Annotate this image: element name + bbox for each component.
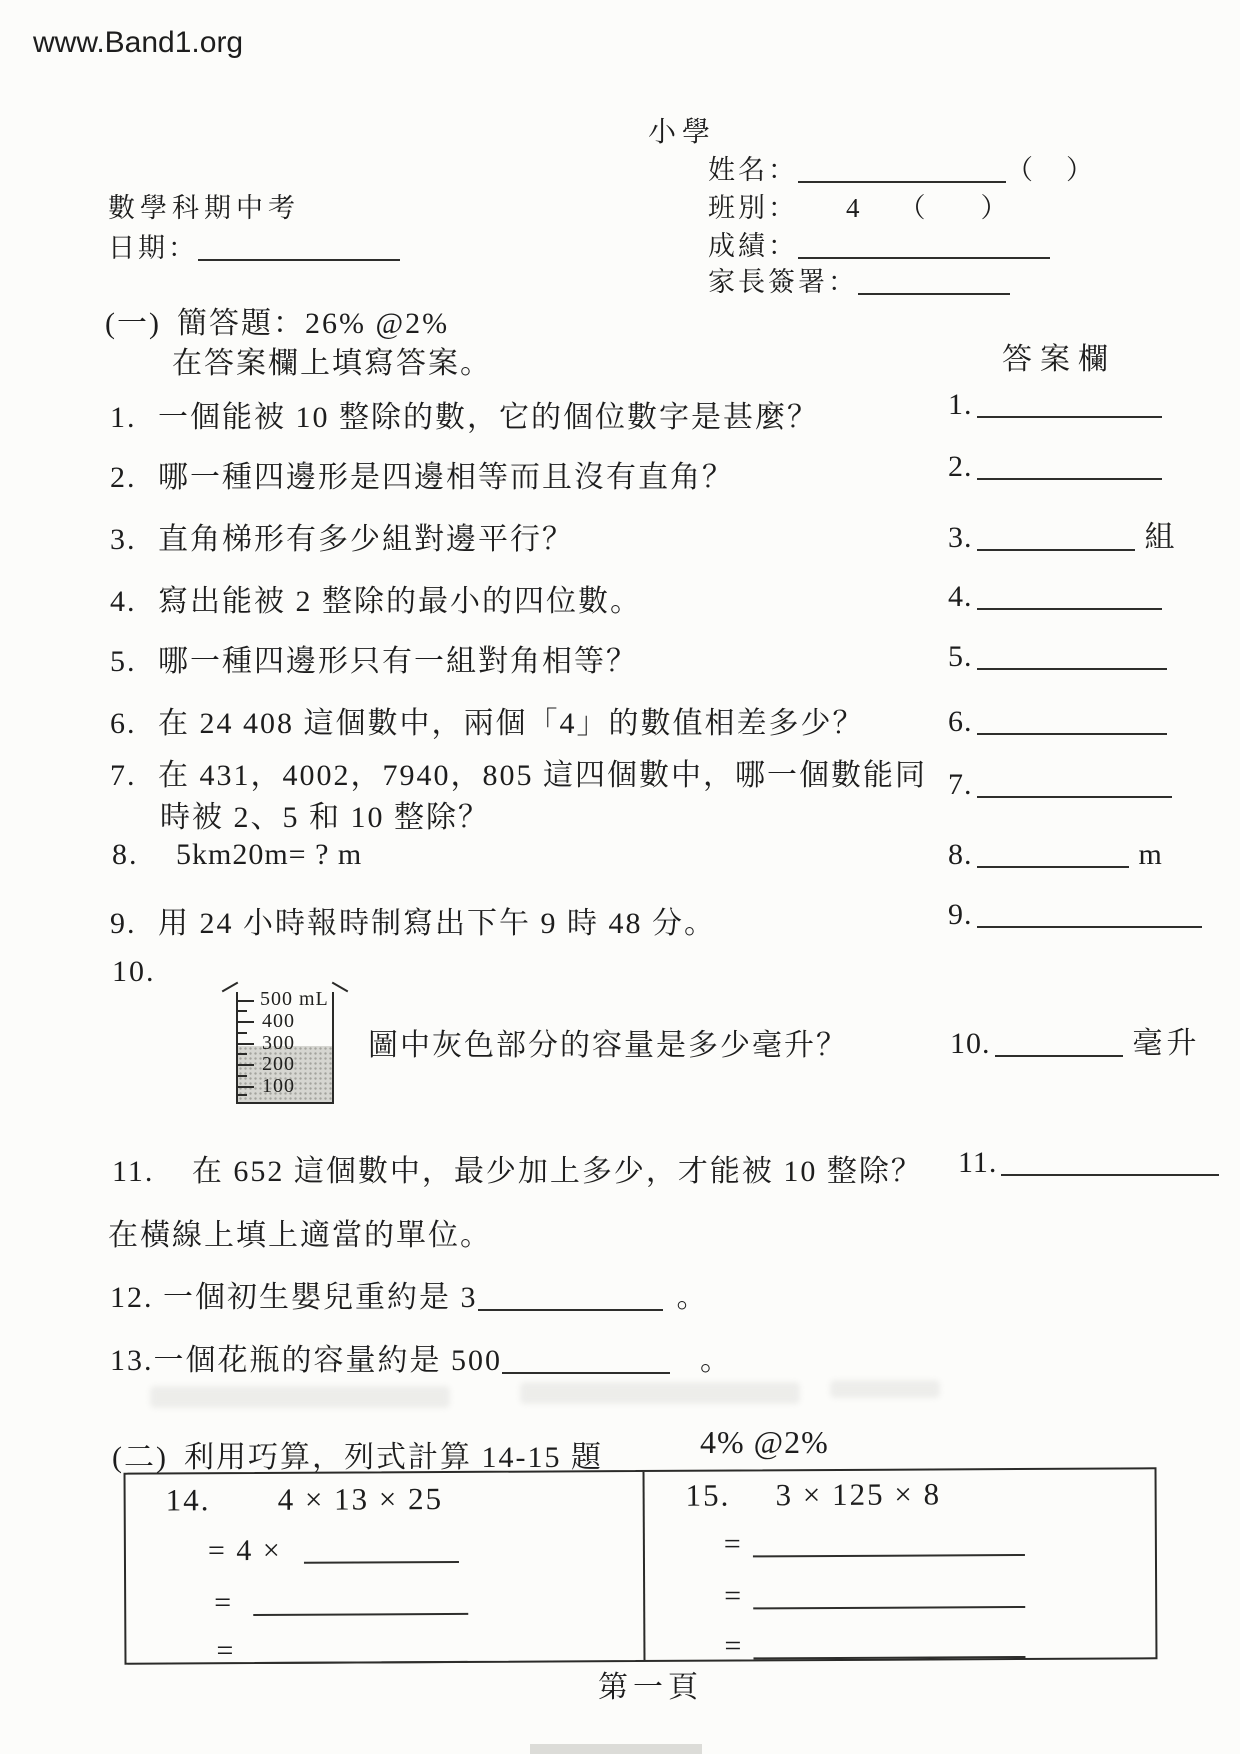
date-row xyxy=(108,226,400,265)
question-number: 1. xyxy=(110,401,137,434)
question-15-step-2-blank xyxy=(753,1580,1025,1609)
tick-500 xyxy=(238,1000,254,1002)
question-text: 一個能被 10 整除的數，它的個位數字是甚麼？ xyxy=(158,401,819,434)
answer-blank-8 xyxy=(977,840,1129,868)
question-text: 直角梯形有多少組對邊平行？ xyxy=(158,523,574,556)
close-paren: ） xyxy=(1066,155,1096,185)
answer-blank-11 xyxy=(1001,1148,1219,1176)
answer-blank-6 xyxy=(977,707,1167,735)
answer-row-1 xyxy=(948,388,1162,422)
score-row xyxy=(708,224,1050,263)
question-14-number: 14. xyxy=(165,1482,211,1518)
answer-unit: 毫升 xyxy=(1132,1027,1201,1060)
equals-sign: = xyxy=(724,1629,744,1663)
date-label: 日期： xyxy=(108,233,198,263)
section1-instruction: 在答案欄上填寫答案。 xyxy=(172,347,492,380)
parent-sign-row xyxy=(708,260,1010,299)
section2-heading xyxy=(112,1432,603,1476)
question-10-text: 圖中灰色部分的容量是多少毫升？ xyxy=(368,1029,848,1062)
name-label: 姓名： xyxy=(708,155,798,185)
question-number: 3. xyxy=(110,523,137,556)
question-15-step-3-blank xyxy=(753,1630,1025,1659)
question-2 xyxy=(110,452,734,496)
beaker-label-200: 200 xyxy=(262,1053,295,1075)
answer-blank-4 xyxy=(977,582,1162,610)
name-blank xyxy=(798,155,1006,183)
computation-box xyxy=(124,1467,1158,1668)
question-15-step-1-blank xyxy=(753,1528,1025,1557)
question-number: 4. xyxy=(110,585,137,618)
section2-marks: 4% @2% xyxy=(700,1424,829,1460)
answer-blank-2 xyxy=(977,452,1162,480)
answer-blank-5 xyxy=(977,642,1167,670)
beaker-right-wall xyxy=(332,992,334,1104)
question-4 xyxy=(110,576,642,620)
answer-row-5 xyxy=(948,640,1167,674)
date-blank xyxy=(198,233,400,261)
score-label: 成績： xyxy=(708,231,798,261)
answer-number: 3. xyxy=(948,521,973,554)
question-text: 用 24 小時報時制寫出下午 9 時 48 分。 xyxy=(158,907,716,940)
beaker-label-100: 100 xyxy=(262,1075,295,1097)
tick-minor xyxy=(238,1075,247,1077)
question-14-step-2 xyxy=(214,1583,468,1620)
question-number: 5. xyxy=(110,645,137,678)
answer-row-2 xyxy=(948,450,1162,484)
parent-sign-label: 家長簽署： xyxy=(708,267,858,297)
answer-blank-1 xyxy=(977,390,1162,418)
question-12-blank xyxy=(478,1283,663,1311)
tick-300 xyxy=(238,1043,254,1045)
question-text: 寫出能被 2 整除的最小的四位數。 xyxy=(158,585,642,618)
question-15-step-3 xyxy=(724,1626,1025,1664)
question-text: 在 652 這個數中，最少加上多少，才能被 10 整除？ xyxy=(191,1155,923,1188)
answer-row-9 xyxy=(948,898,1202,932)
unit-instruction: 在橫線上填上適當的單位。 xyxy=(108,1219,492,1252)
parent-sign-blank xyxy=(858,267,1010,295)
answer-number: 6. xyxy=(948,705,973,738)
beaker-right-spout xyxy=(332,982,349,993)
answer-row-6 xyxy=(948,705,1167,739)
beaker-label-400: 400 xyxy=(262,1010,295,1032)
answer-number: 1. xyxy=(948,388,973,421)
beaker-bottom xyxy=(236,1102,334,1104)
tick-minor xyxy=(238,1094,247,1096)
beaker-label-500: 500 mL xyxy=(260,988,329,1010)
scan-artifact xyxy=(520,1382,800,1404)
question-11 xyxy=(112,1146,923,1190)
section1-title: 簡答題：26% @2% xyxy=(176,307,450,340)
question-text: 哪一種四邊形是四邊相等而且沒有直角？ xyxy=(158,461,734,494)
question-1 xyxy=(110,392,819,436)
question-15-step-2 xyxy=(724,1576,1025,1614)
question-5 xyxy=(110,636,638,680)
class-value: 4 xyxy=(846,193,863,223)
question-6 xyxy=(110,698,865,742)
tick-100 xyxy=(238,1086,254,1088)
question-13-blank xyxy=(502,1346,670,1374)
answer-blank-7 xyxy=(977,770,1172,798)
answer-blank-9 xyxy=(977,900,1202,928)
question-14-step-1 xyxy=(208,1531,459,1568)
answer-unit: 組 xyxy=(1144,521,1179,554)
question-number: 7. xyxy=(110,759,137,792)
answer-row-7 xyxy=(948,768,1172,802)
question-text: 在 431，4002，7940，805 這四個數中，哪一個數能同 xyxy=(158,759,927,792)
box-divider xyxy=(643,1472,646,1660)
question-7-line2: 時被 2、5 和 10 整除？ xyxy=(160,801,490,834)
equals-sign: = xyxy=(214,1586,234,1620)
answer-blank-10 xyxy=(995,1029,1123,1057)
beaker-left-spout xyxy=(222,982,239,993)
exam-title: 數學科期中考 xyxy=(108,193,300,223)
class-label: 班別： xyxy=(708,193,798,223)
answer-number: 10. xyxy=(950,1027,991,1060)
beaker-figure xyxy=(216,980,366,1112)
answer-unit: m xyxy=(1138,838,1166,871)
score-blank xyxy=(798,231,1050,259)
class-row xyxy=(708,186,1011,225)
question-text: 5km20m= ? m xyxy=(176,838,363,871)
step-prefix: = 4 × xyxy=(207,1533,282,1568)
section1-heading xyxy=(105,298,449,342)
question-15-step-1 xyxy=(724,1524,1025,1562)
answer-column-title: 答案欄 xyxy=(1002,343,1116,376)
question-9 xyxy=(110,898,716,942)
question-text: 在 24 408 這個數中，兩個「4」的數值相差多少？ xyxy=(158,707,865,740)
answer-number: 2. xyxy=(948,450,973,483)
question-3 xyxy=(110,514,574,558)
question-number: 2. xyxy=(110,461,137,494)
question-14-step-1-blank xyxy=(304,1535,459,1564)
section2-title: 利用巧算，列式計算 14-15 題 xyxy=(183,1441,603,1474)
answer-number: 11. xyxy=(958,1146,998,1179)
close-paren: ） xyxy=(980,193,1011,223)
open-paren: （ xyxy=(1006,155,1036,185)
question-14-step-2-blank xyxy=(253,1587,468,1616)
section2-marker: (二) xyxy=(112,1441,168,1474)
answer-number: 8. xyxy=(948,838,973,871)
open-paren: （ xyxy=(898,193,929,223)
answer-number: 5. xyxy=(948,640,973,673)
answer-number: 9. xyxy=(948,898,973,931)
answer-row-4 xyxy=(948,580,1162,614)
beaker-label-300: 300 xyxy=(262,1032,295,1054)
question-15-number: 15. xyxy=(685,1477,731,1513)
question-8 xyxy=(112,838,362,872)
question-12 xyxy=(110,1272,709,1316)
scan-artifact xyxy=(830,1380,940,1398)
question-14-step-3 xyxy=(216,1631,467,1668)
scan-artifact xyxy=(530,1744,702,1754)
page-footer: 第一頁 xyxy=(598,1671,703,1704)
tick-200 xyxy=(238,1064,254,1066)
school-level-title: 小學 xyxy=(648,117,717,148)
equals-sign: = xyxy=(216,1634,236,1668)
tick-minor xyxy=(238,1032,247,1034)
question-number: 8. xyxy=(112,838,139,871)
question-13 xyxy=(110,1335,732,1379)
section1-marker: (一) xyxy=(105,307,161,340)
answer-number: 4. xyxy=(948,580,973,613)
answer-number: 7. xyxy=(948,768,973,801)
answer-row-3 xyxy=(948,512,1179,556)
question-number: 6. xyxy=(110,707,137,740)
question-14-step-3-blank xyxy=(255,1635,467,1664)
scan-artifact xyxy=(150,1386,450,1408)
equals-sign: = xyxy=(724,1579,744,1613)
name-row xyxy=(708,148,1096,187)
answer-blank-3 xyxy=(977,523,1135,551)
question-10-number: 10. xyxy=(112,955,156,988)
question-12-period: 。 xyxy=(676,1281,709,1314)
question-text: 13.一個花瓶的容量約是 500 xyxy=(110,1344,502,1377)
answer-row-10 xyxy=(950,1018,1201,1062)
equals-sign: = xyxy=(723,1527,743,1561)
question-13-period: 。 xyxy=(700,1344,732,1377)
tick-400 xyxy=(238,1021,254,1023)
question-14-expression: 4 × 13 × 25 xyxy=(277,1481,444,1517)
site-watermark: www.Band1.org xyxy=(33,26,244,59)
question-7 xyxy=(110,750,927,794)
answer-row-8 xyxy=(948,838,1166,872)
question-text: 12. 一個初生嬰兒重約是 3 xyxy=(110,1281,478,1314)
question-number: 11. xyxy=(112,1155,155,1188)
tick-minor xyxy=(238,1053,247,1055)
question-15-expression: 3 × 125 × 8 xyxy=(775,1476,942,1513)
question-text: 哪一種四邊形只有一組對角相等？ xyxy=(158,645,638,678)
tick-minor xyxy=(238,1010,247,1012)
question-number: 9. xyxy=(110,907,137,940)
answer-row-11 xyxy=(958,1146,1219,1180)
